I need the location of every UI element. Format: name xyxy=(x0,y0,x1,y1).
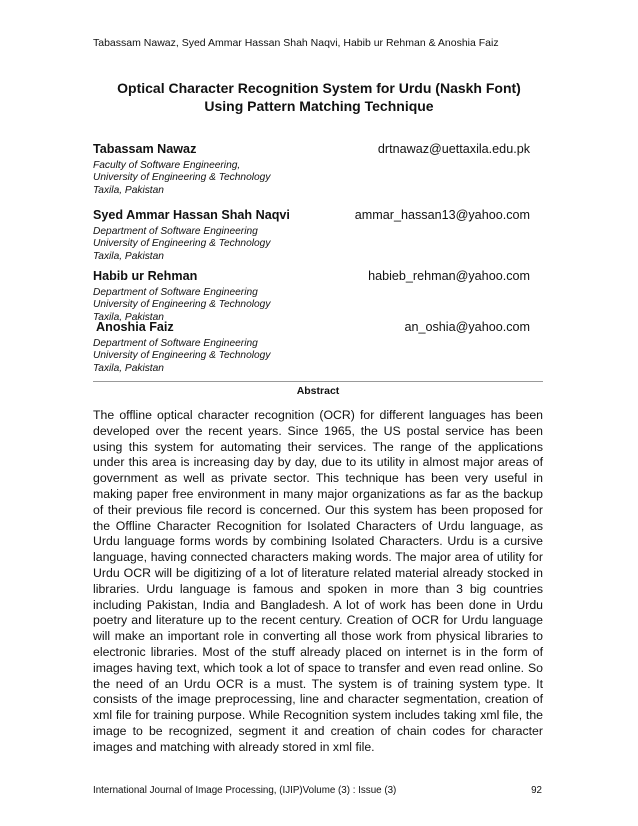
author-name: Habib ur Rehman xyxy=(93,269,198,283)
page-number: 92 xyxy=(531,785,542,796)
author-affiliation xyxy=(93,287,270,324)
abstract-text: The offline optical character recognition (OCR) for different languages has been developed over the recent years. Since 1965, the US postal service has been using this system for automating their services. The range of the applications under this area is increasing day by day, due to its utility in almost major areas of government as well as private sector. This technique has been very useful in making paper free environment in many major organizations as far as the backup of their previous file record is concerned. Our this system has been proposed for the Offline Character Recognition for Isolated Characters of Urdu language, as Urdu language forms words by combining Isolated Characters. Urdu is a cursive language, having connected characters making words. The major area of utility for Urdu OCR will be digitizing of a lot of literature related material already stocked in libraries. Urdu language is famous and spoken in more than 3 big countries including Pakistan, India and Bangladesh. A lot of work has been done in Urdu poetry and literature up to the recent century. Creation of OCR for Urdu language will make an important role in converting all those work from physical libraries to electronic libraries. Most of the stuff already placed on internet is in the form of images having text, which took a lot of space to transfer and even read online. So the need of an Urdu OCR is a must. The system is of training system type. It consists of the image preprocessing, line and character segmentation, creation of xml file for training purpose. While Recognition system includes taking xml file, the image to be recognized, segment it and creation of chain codes for character images and matching with already stored in xml file. xyxy=(93,408,543,754)
journal-footer: International Journal of Image Processing, (IJIP)Volume (3) : Issue (3) xyxy=(93,785,397,796)
author-name: Anoshia Faiz xyxy=(93,320,174,334)
author-email[interactable]: ammar_hassan13@yahoo.com xyxy=(354,208,530,222)
abstract-heading: Abstract xyxy=(296,385,340,397)
paper-title xyxy=(80,79,558,115)
affiliation-line: Taxila, Pakistan xyxy=(93,311,164,323)
affiliation-line: University of Engineering & Technology xyxy=(93,238,271,250)
paper-title-line-1: Optical Character Recognition System for Urdu (Naskh Font) xyxy=(117,80,521,96)
author-name: Syed Ammar Hassan Shah Naqvi xyxy=(93,208,290,222)
affiliation-line: University of Engineering & Technology xyxy=(93,299,271,311)
author-email[interactable]: habieb_rehman@yahoo.com xyxy=(368,269,530,283)
paper-title-line-2: Using Pattern Matching Technique xyxy=(204,98,434,114)
affiliation-line: Taxila, Pakistan xyxy=(93,362,164,374)
author-affiliation xyxy=(93,226,270,263)
author-email[interactable]: drtnawaz@uettaxila.edu.pk xyxy=(377,142,530,156)
running-head: Tabassam Nawaz, Syed Ammar Hassan Shah Naqvi, Habib ur Rehman & Anoshia Faiz xyxy=(93,37,499,49)
author-affiliation xyxy=(93,160,270,197)
affiliation-line: Department of Software Engineering xyxy=(93,338,258,349)
affiliation-line: Faculty of Software Engineering, xyxy=(93,160,241,171)
affiliation-line: Department of Software Engineering xyxy=(93,226,258,237)
author-name: Tabassam Nawaz xyxy=(93,142,197,156)
affiliation-line: Taxila, Pakistan xyxy=(93,184,164,196)
affiliation-line: University of Engineering & Technology xyxy=(93,172,271,184)
affiliation-line: Department of Software Engineering xyxy=(93,287,258,298)
author-email[interactable]: an_oshia@yahoo.com xyxy=(404,320,530,334)
affiliation-line: Taxila, Pakistan xyxy=(93,250,164,262)
affiliation-line: University of Engineering & Technology xyxy=(93,350,271,362)
section-divider xyxy=(93,381,543,382)
author-affiliation xyxy=(93,338,270,375)
